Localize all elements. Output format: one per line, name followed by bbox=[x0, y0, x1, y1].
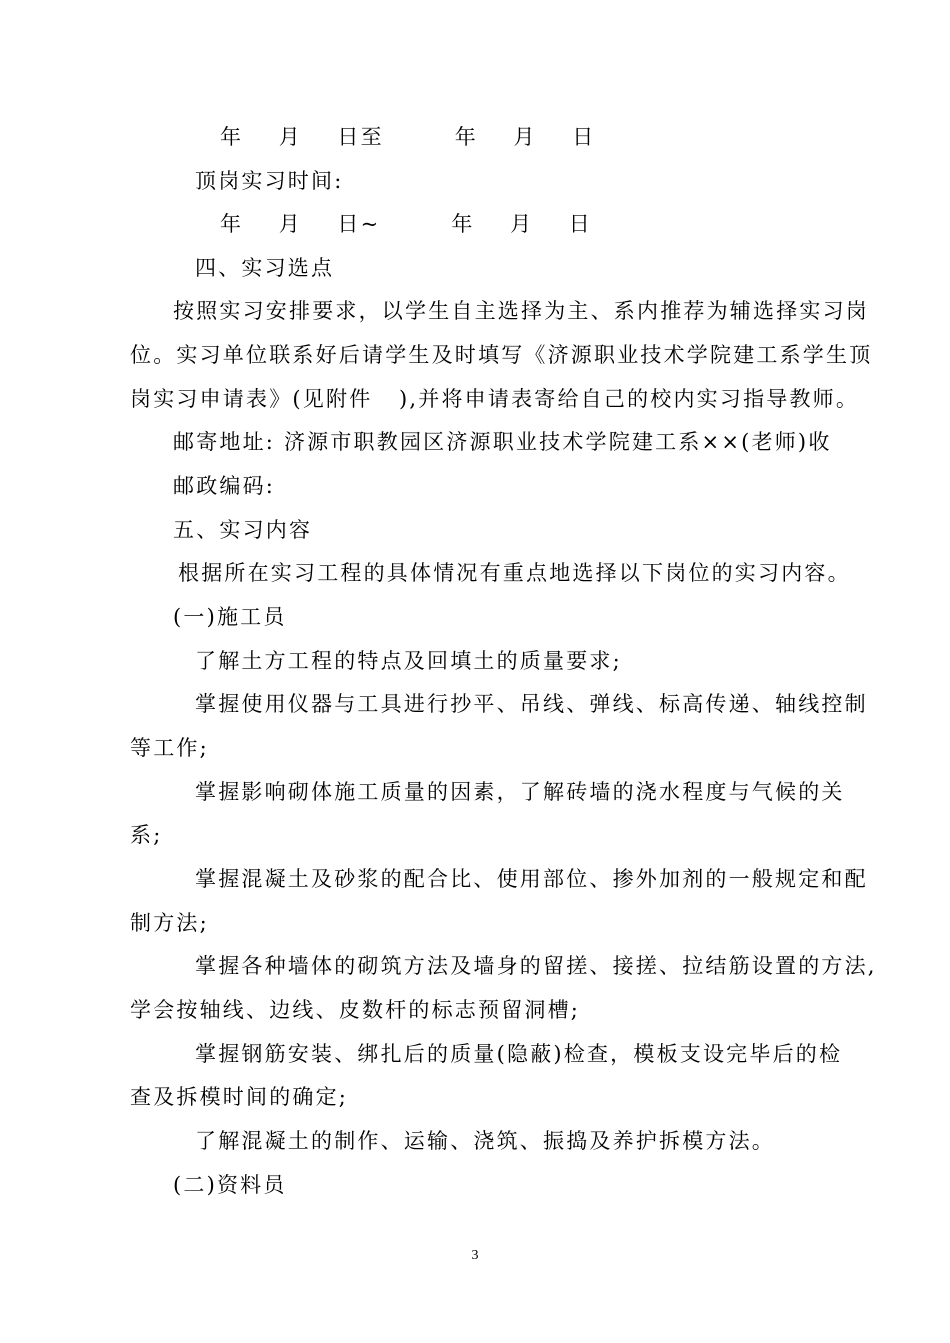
text-line: 掌握影响砌体施工质量的因素，了解砖墙的浇水程度与气候的关 bbox=[195, 780, 845, 804]
text-line: 查及拆模时间的确定; bbox=[130, 1085, 349, 1109]
section-heading: 五、实习内容 bbox=[173, 518, 313, 542]
text-line: 位。实习单位联系好后请学生及时填写《济源职业技术学院建工系学生顶 bbox=[130, 343, 873, 367]
subsection-heading: (一)施工员 bbox=[173, 605, 287, 629]
text-line: 了解混凝土的制作、运输、浇筑、振捣及养护拆模方法。 bbox=[195, 1129, 775, 1153]
text-line: 邮政编码: bbox=[173, 474, 276, 498]
subsection-heading: (二)资料员 bbox=[173, 1173, 287, 1197]
text-line: 学会按轴线、边线、皮数杆的标志预留洞槽; bbox=[130, 998, 581, 1022]
page-number: 3 bbox=[471, 1248, 479, 1263]
text-line: 年 月 日至 年 月 日 bbox=[220, 125, 596, 149]
text-line: 邮寄地址: 济源市职教园区济源职业技术学院建工系××(老师)收 bbox=[173, 430, 832, 454]
text-line: 掌握钢筋安装、绑扎后的质量(隐蔽)检查，模板支设完毕后的检 bbox=[195, 1042, 843, 1066]
text-line: 制方法; bbox=[130, 911, 209, 935]
text-line: 按照实习安排要求，以学生自主选择为主、系内推荐为辅选择实习岗 bbox=[173, 299, 869, 323]
text-line: 根据所在实习工程的具体情况有重点地选择以下岗位的实习内容。 bbox=[178, 561, 851, 585]
text-line: 岗实习申请表》(见附件 ),并将申请表寄给自己的校内实习指导教师。 bbox=[130, 387, 860, 411]
text-line: 掌握使用仪器与工具进行抄平、吊线、弹线、标高传递、轴线控制 bbox=[195, 692, 868, 716]
text-line: 顶岗实习时间: bbox=[195, 169, 344, 193]
text-line: 了解土方工程的特点及回填土的质量要求; bbox=[195, 649, 622, 673]
text-line: 等工作; bbox=[130, 736, 209, 760]
text-line: 年 月 日~ 年 月 日 bbox=[220, 212, 593, 236]
text-line: 系; bbox=[130, 823, 163, 847]
text-line: 掌握各种墙体的砌筑方法及墙身的留搓、接搓、拉结筋设置的方法, bbox=[195, 954, 877, 978]
section-heading: 四、实习选点 bbox=[195, 256, 335, 280]
text-line: 掌握混凝土及砂浆的配合比、使用部位、掺外加剂的一般规定和配 bbox=[195, 867, 868, 891]
